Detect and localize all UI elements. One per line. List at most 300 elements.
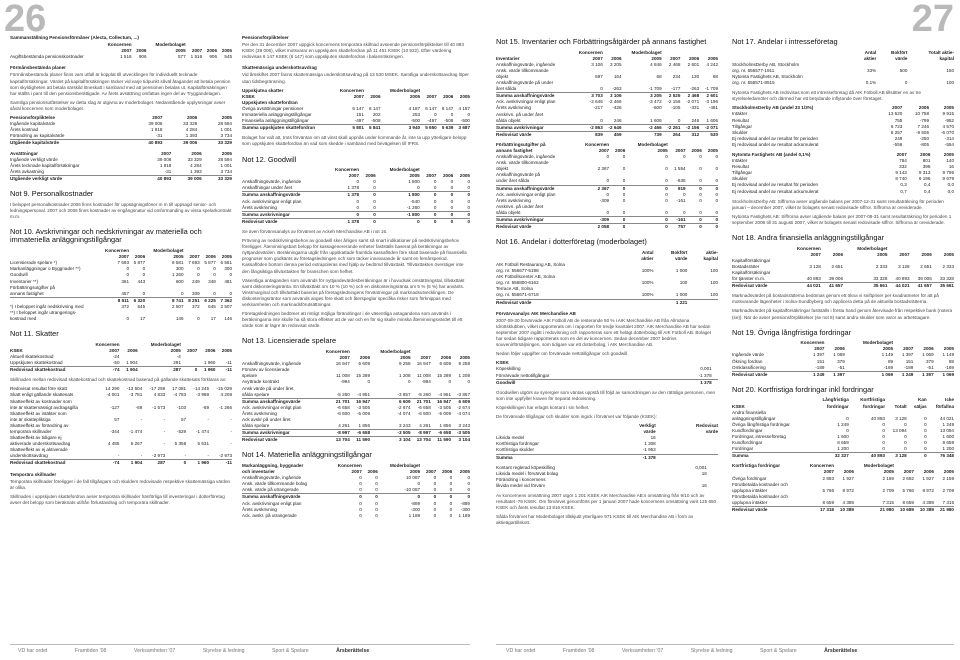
paragraph: Per den 31 december 2007 uppgick koncernens temporära skillnad avseende pensionsförpliktelser till 40 893 KSEK (39 006), vilket motsvarar en uppskjuten skattefordran på 11 451 KSEK (10 922). Efter värdering redovisas 6 147 KSEK (6 147) som uppskjuten skattefordran i balansräkningen. — [242, 42, 464, 60]
row-label: sålda spelare — [242, 423, 270, 429]
row-label: Årets avskrivning — [242, 204, 277, 210]
footer-link-active[interactable]: Årsberättelse — [336, 648, 370, 654]
table-cell: 2005 — [651, 55, 662, 61]
table-cell: 545 — [224, 54, 232, 60]
table-cell: 0 — [622, 154, 626, 160]
table-cell: Antal — [641, 249, 654, 255]
table-cell: 130 — [691, 73, 700, 79]
row-label: Skatteeffekt av intäkter som — [10, 410, 67, 416]
table-cell: -189 — [904, 364, 914, 370]
row-label: Anskaffningsvärde, ingående — [496, 61, 556, 67]
row-label: Summa avskrivningar — [496, 217, 575, 224]
table-cell: 919 — [668, 185, 686, 192]
table-cell: 0 — [420, 218, 437, 225]
row-label: Skulder — [732, 129, 748, 135]
table-cell: 2006 — [611, 55, 622, 61]
table-cell: - — [140, 416, 143, 422]
table-cell: -31 — [164, 168, 172, 174]
table-cell: 33% — [867, 67, 877, 73]
table-cell: -8 997 — [411, 430, 431, 437]
financial-table — [10, 342, 232, 373]
table-row — [242, 218, 470, 225]
row-label: upplupna intäkter — [732, 499, 768, 505]
row-label: Redovisat värde — [496, 299, 623, 306]
table-cell: -1 800 — [376, 211, 420, 218]
table-cell: aktie- — [705, 249, 718, 255]
table-cell: 6 609 — [370, 398, 411, 405]
table-cell: 40 893 — [895, 276, 910, 282]
row-label: Redovisat värde — [242, 437, 317, 444]
table-cell: 0 — [229, 290, 232, 296]
table-cell: 15 289 — [355, 373, 371, 379]
table-cell: 1 856 — [439, 423, 452, 429]
table-cell — [181, 360, 197, 367]
table-cell: -5 009 — [437, 410, 452, 416]
table-cell: Bokfört — [891, 49, 908, 55]
row-label: Anskaffningsvärde, ingående — [242, 475, 302, 481]
table-cell: -6 658 — [417, 404, 431, 410]
footer-link[interactable]: Verksamheten '07 — [621, 648, 664, 654]
table-cell: -314 — [944, 135, 954, 141]
table-cell: -309 — [575, 217, 609, 224]
row-label: Resultat — [732, 117, 749, 123]
table-cell: -31 — [155, 133, 163, 139]
row-label: Skatteeffekt av förändring av — [10, 422, 69, 428]
table-cell: 2006 — [367, 469, 378, 475]
table-cell: 0 — [142, 266, 146, 272]
table-cell: 459 — [603, 131, 622, 138]
row-label: **) I beloppet ingår utrangerings- — [10, 309, 77, 315]
table-cell: 784 — [899, 158, 907, 164]
row-label: Årets avkastning — [10, 168, 44, 174]
table-cell: -556 — [893, 141, 903, 147]
table-cell: 4 485 — [107, 441, 120, 447]
row-label: Ej redovisad andel av resultat för perioden — [732, 135, 819, 141]
row-label: Kontant reglerad köpeskilling — [496, 464, 555, 470]
table-cell: 2005 — [657, 148, 668, 153]
footer-link[interactable]: Sport & Spelare — [271, 648, 309, 654]
table-cell: 0 — [375, 481, 378, 487]
row-label: Summa uppskjuten skattefordran — [242, 125, 332, 132]
row-label: Förbättringsutgifter på — [496, 141, 546, 147]
table-cell: 1 927 — [842, 475, 854, 481]
table-cell: 1 927 — [922, 475, 934, 481]
table-cell: Moderbolaget — [863, 463, 894, 469]
table-cell: 2 507 — [220, 303, 232, 309]
row-label: Kundfordringar — [732, 427, 763, 433]
table-cell: kapital — [939, 55, 954, 61]
table-cell: 2007 — [109, 347, 120, 353]
table-cell: 0 — [448, 379, 452, 385]
table-cell: 3 128 — [898, 263, 910, 269]
note-heading: Not 15. Inventarier och Förbättringsåtgärder på annans fastighet — [496, 37, 707, 46]
table-cell: -2 071 — [686, 99, 700, 105]
table-cell — [656, 447, 718, 454]
table-cell: 0 — [375, 475, 378, 481]
table-cell: 0 — [846, 415, 849, 421]
table-cell: -9 505 — [915, 129, 930, 135]
table-cell: -540 — [410, 198, 420, 204]
table-cell: Moderbolaget — [150, 341, 181, 347]
table-cell: -529 — [176, 428, 187, 434]
table-cell: -74 — [85, 367, 120, 374]
table-cell: Koncernen — [810, 463, 834, 469]
table-cell: 0 — [359, 506, 362, 512]
row-label: Licensierade spelare *) — [10, 260, 57, 266]
table-cell: Moderbolaget — [857, 245, 888, 251]
table-cell: 739 — [622, 131, 662, 138]
table-cell: 0 — [715, 197, 718, 203]
table-cell: 2006 — [442, 173, 454, 179]
table-cell: 2006 — [918, 105, 930, 111]
table-cell: 5 358 — [174, 441, 187, 447]
row-label: Ökning fordran — [732, 358, 763, 364]
table-cell: 398 — [922, 164, 931, 170]
table-cell: 100 — [946, 80, 954, 86]
table-cell: 2 601 — [699, 93, 718, 100]
row-label: Anskaffningsvärde, ingående — [242, 179, 302, 185]
table-cell: -3 988 — [196, 392, 210, 398]
table-cell: -497 — [354, 118, 364, 124]
paragraph: Goodwillen utgörs av synergier som väntas uppstå till följd av samordningen av den rättsliga personen, men som inte uppfyller kraven för separat redovisning. — [496, 389, 716, 401]
table-cell: 2006 — [832, 251, 844, 257]
financial-table — [10, 248, 232, 322]
footer-link[interactable]: Framtiden '08 — [74, 648, 107, 654]
table-cell: -3 505 — [437, 404, 452, 410]
table-cell: 2006 — [206, 48, 218, 54]
table-cell: 0,1% — [865, 80, 877, 86]
financial-table — [242, 463, 470, 519]
table-cell: 7 315 — [942, 499, 954, 505]
footer-link[interactable]: VD har ordet — [506, 648, 536, 654]
table-cell: 481 — [224, 278, 232, 284]
table-cell: 8 511 — [98, 297, 129, 304]
table-cell: 17 081 — [172, 386, 187, 392]
table-cell: 1 918 — [150, 127, 163, 133]
table-cell: 443 — [137, 278, 146, 284]
table-cell: -994 — [340, 379, 350, 385]
table-cell: 2005 — [883, 469, 894, 475]
row-label: Förvärv av licensierade — [242, 367, 290, 373]
table-cell: 1 189 — [408, 512, 421, 518]
row-label: StockholmsDerby AB, Stockholm — [732, 61, 800, 67]
table-cell: 287 — [142, 460, 165, 467]
table-cell: 76 348 — [927, 453, 954, 460]
table-cell: 2007 — [903, 346, 914, 352]
table-cell: 1 397 — [824, 371, 844, 378]
table-cell: - — [207, 453, 210, 459]
table-cell: -6 600 — [336, 410, 350, 416]
table-cell: -105 — [671, 105, 681, 111]
footer-link[interactable]: Sport & Spelare — [759, 648, 797, 654]
table-cell: 1 904 — [126, 360, 138, 366]
table-cell: 2007 — [810, 251, 821, 257]
table-cell: -6 070 — [940, 129, 954, 135]
table-cell: 0 — [433, 475, 437, 481]
table-cell: 44 021 — [887, 283, 909, 290]
table-cell: 0 — [420, 211, 437, 218]
table-cell: 1 200 — [942, 446, 954, 452]
table-cell: aktier — [863, 55, 877, 61]
table-cell: -508 — [444, 118, 454, 124]
row-label: Utgående verkligt värde — [10, 175, 141, 182]
row-label: Ack. avskrivningar enligt plan — [242, 198, 302, 204]
table-row — [242, 205, 470, 212]
row-label: Redovisat värde — [496, 224, 575, 231]
table-cell: 0 — [622, 209, 626, 215]
table-cell: 0 — [625, 185, 667, 192]
table-cell: 2007 — [896, 152, 907, 157]
table-cell: 13 094 — [939, 427, 954, 433]
table-cell: 2006 — [205, 347, 216, 353]
table-cell: -300 — [410, 506, 421, 512]
table-cell — [687, 299, 718, 306]
row-label: Övriga fordringar — [732, 475, 767, 481]
table-cell: 0 — [373, 179, 376, 185]
table-cell: -11 — [215, 367, 232, 374]
table-cell: 757 — [668, 224, 686, 231]
table-cell: 2005 — [221, 254, 232, 260]
table-cell: 2007 — [892, 105, 903, 111]
table-cell: Koncernen — [95, 341, 120, 347]
table-cell: 100% — [641, 292, 654, 298]
row-label: Uppskjutna skatter — [242, 87, 284, 93]
row-label: Ingående verkligt värde — [10, 156, 58, 162]
paragraph: Samtliga pensionsutfästelser av detta slag är utgivna av moderbolaget. Nedanstående upplysningar avser såväl koncernen som moderbolaget. — [10, 99, 226, 111]
table-cell: 2 692 — [902, 475, 914, 481]
table-cell: 1 069 — [833, 352, 845, 358]
table-cell: 1 856 — [358, 423, 371, 429]
table-cell: 2006 — [691, 148, 702, 153]
table-cell: 1 397 — [913, 371, 933, 378]
table-cell: 7 315 — [882, 499, 894, 505]
financial-table — [496, 250, 718, 306]
table-cell: -127 — [110, 404, 120, 410]
row-label: Redovisat värde — [496, 131, 570, 138]
row-label: Kundfordringar — [732, 440, 763, 446]
table-cell: 39 006 — [828, 276, 844, 282]
table-cell: Koncernen — [800, 340, 825, 346]
table-cell: -161 — [668, 217, 686, 224]
table-cell: 39 006 — [162, 140, 197, 147]
table-cell: 0 — [213, 266, 216, 272]
table-cell: 1 554 — [674, 166, 686, 172]
table-cell: -3 857 — [397, 391, 411, 397]
table-cell: 0 — [686, 185, 702, 192]
table-cell: 0 — [907, 453, 927, 460]
table-row — [496, 210, 718, 217]
table-cell: 2007 — [598, 148, 610, 153]
table-row — [732, 453, 954, 460]
table-cell: -1 573 — [152, 404, 166, 410]
table-cell: 309 — [192, 290, 200, 296]
row-label: Summa anskaffningsvärde — [242, 494, 328, 501]
table-cell: 577 — [178, 54, 186, 60]
table-cell: -889 — [460, 500, 470, 506]
table-cell: 2005 — [459, 355, 470, 361]
table-cell: 100 — [710, 268, 718, 274]
table-cell: 0 — [142, 272, 146, 278]
table-cell: Koncernen — [578, 49, 603, 55]
table-cell: 4 187 — [458, 105, 470, 111]
table-cell: 0 — [433, 198, 437, 204]
table-cell: 1 221 — [653, 299, 687, 306]
table-cell: 4 284 — [190, 162, 202, 168]
table-cell: 2005 — [173, 254, 184, 260]
row-label: Anskaffningsvärde, ingående — [496, 154, 556, 160]
table-cell: -2 646 — [603, 124, 622, 131]
table-cell: 2006 — [688, 55, 700, 61]
table-cell: 40 893 — [870, 415, 885, 421]
table-cell: 457 — [121, 290, 129, 296]
table-cell: 6 581 — [172, 260, 184, 266]
table-cell: 44 021 — [939, 415, 954, 421]
table-cell: - — [184, 453, 187, 459]
table-cell: 0 — [436, 218, 453, 225]
table-cell: 0 — [450, 198, 454, 204]
table-cell: 0,4 — [924, 182, 931, 188]
table-cell: 1 001 — [220, 162, 232, 168]
table-cell: 0 — [683, 154, 686, 160]
footer-link[interactable]: Styrelse & ledning — [202, 648, 245, 654]
table-cell: 1 208 — [399, 373, 411, 379]
table-cell: 332 — [899, 164, 907, 170]
footer-link[interactable]: Verksamheten '07 — [133, 648, 176, 654]
table-cell — [712, 379, 718, 386]
table-cell: 0 — [622, 197, 626, 203]
table-cell: 3 205 — [610, 61, 622, 67]
table-row — [10, 175, 232, 182]
table-cell: 0 — [622, 166, 626, 172]
table-cell: 0 — [924, 415, 927, 421]
table-cell: 21 980 — [854, 507, 894, 514]
row-label: *) I beloppet ingår nedskrivning med — [10, 303, 84, 309]
table-cell: 0 — [665, 166, 668, 172]
table-cell: 0 — [467, 475, 470, 481]
table-cell: 10 758 — [914, 111, 930, 117]
table-row — [732, 142, 954, 148]
table-cell: 2005 — [400, 355, 411, 361]
note-heading: Not 17. Andelar i intresseföretag — [732, 37, 838, 46]
table-row — [496, 86, 718, 93]
row-label: Ansk. värde tillkommande — [496, 67, 549, 73]
table-cell: 0 — [181, 367, 197, 374]
table-cell: 8 741 — [145, 297, 183, 304]
table-cell: -2 646 — [589, 99, 603, 105]
table-cell: Moderbolaget — [153, 248, 184, 254]
table-cell: 0 — [924, 421, 927, 427]
table-cell: 0 — [180, 290, 184, 296]
paragraph: De förvärvade tillgångar och skulder som ingick i förvärvet var följande (KSEK): — [496, 413, 657, 419]
table-cell: 2005 — [459, 93, 470, 99]
table-cell: 1 800 — [408, 179, 420, 185]
row-label: Resultat — [732, 164, 749, 170]
table-cell: Koncernen — [585, 141, 610, 147]
table-cell: värde — [705, 429, 718, 435]
footer-link[interactable]: Framtiden '08 — [562, 648, 595, 654]
row-label: Goodwill — [496, 379, 664, 386]
table-cell: 7 246 — [917, 123, 930, 129]
table-cell: 0 — [433, 179, 437, 185]
paragraph: I beloppet personalkostnader 2006 finns kostnader för uppsägningslöner m m till uppsagd senior- och ledningspersonal. 2007 och 2006 finns kostnader av engångsnatur vid omformanding av vissa spelarkontrakt m.m. — [10, 201, 232, 219]
table-cell: - — [163, 441, 166, 447]
table-cell: 68 — [712, 73, 718, 79]
table-cell: 2 333 — [875, 263, 888, 269]
table-cell: 44 021 — [785, 283, 821, 290]
row-label: Utgående kapitalvärde — [10, 140, 128, 147]
table-cell: 0 — [449, 506, 453, 512]
row-label: Goodwill — [10, 272, 28, 278]
table-cell: 0 — [882, 446, 885, 452]
paragraph: Marknadsvärdet på kapitalförsäkringar fastställs i första hand genom återvisade från respektive bank (notera (se)). När de avser pensionsförpliktelser (se not 8) samt andra skulder som varor av arbetstagare. — [732, 308, 953, 320]
table-cell: 2005 — [707, 55, 718, 61]
footer-link-active[interactable]: Årsberättelse — [824, 648, 858, 654]
table-cell: -1 474 — [129, 428, 143, 434]
row-label: Redovisat värde — [732, 283, 785, 290]
table-cell: 9 313 — [918, 170, 931, 176]
footer-rule-right — [496, 644, 954, 645]
table-cell: 0 — [362, 494, 378, 501]
table-cell: 21 701 — [411, 398, 431, 405]
row-label: Likvida medel — [496, 435, 525, 441]
table-row — [242, 392, 470, 399]
table-cell: 0 — [436, 494, 452, 501]
table-cell: 0 — [126, 266, 129, 272]
table-cell: 0 — [449, 475, 453, 481]
table-cell: 0 — [467, 379, 470, 385]
footer-link[interactable]: VD har ordet — [18, 648, 48, 654]
table-cell: 0 — [367, 379, 371, 385]
table-cell — [707, 483, 713, 489]
table-row — [242, 118, 470, 125]
paragraph: Marknadsvärdet på bostadsrätterna bedömas genom ett ökna vi sniftpriser per kvadratmeter för att på motsvarande lägenheter i Solna-Sundbyberg och applicera detta på de aktuella bostadsrätterna. — [732, 293, 939, 305]
row-label: KSEK — [732, 403, 745, 409]
table-cell: Moderbolaget — [155, 42, 186, 48]
table-cell: -69 — [135, 404, 143, 410]
row-label: sålda spelare — [242, 391, 270, 397]
table-cell: 0 — [375, 500, 378, 506]
note-heading: Not 20. Kortfristiga fordringar inkl fordringar — [732, 384, 874, 394]
table-cell: 164 — [613, 73, 622, 79]
table-cell: 0 — [683, 191, 686, 197]
table-cell: 3 104 — [370, 437, 411, 444]
table-row — [496, 178, 718, 185]
table-cell: 100 — [710, 292, 718, 298]
table-cell: 2006 — [127, 347, 138, 353]
row-label: Summa avskrivningar — [242, 430, 317, 437]
row-label: Inventarier — [496, 55, 520, 61]
table-cell: 0 — [375, 512, 378, 518]
footer-link[interactable]: Styrelse & ledning — [690, 648, 733, 654]
table-cell: 16 — [701, 470, 707, 476]
row-label: upplupna intäkter — [732, 487, 768, 493]
table-cell: 0 — [924, 440, 927, 446]
row-label: Ej redovisad andel av resultat ackumulerat — [732, 141, 819, 147]
table-cell: 21 980 — [934, 507, 954, 514]
row-label: Nytomta Fastighets AB, Stockholm — [732, 73, 803, 79]
paragraph: Vid årsskiftet 2007 fanns skattemässiga underskottsavdrag på 13 530 MSEK. Samtliga underskottsavdrag löper utan tidsbegränsning. — [242, 72, 469, 84]
row-label — [10, 297, 98, 304]
table-cell: 0 — [715, 166, 718, 172]
table-cell: 3 106 — [603, 93, 622, 100]
row-label: Ack avskr på under året — [242, 416, 291, 422]
table-cell: 597 — [595, 73, 603, 79]
table-cell: 2 709 — [882, 487, 894, 493]
table-cell: 0 — [699, 209, 702, 215]
table-cell: 2007 — [348, 173, 360, 179]
table-cell: 1 069 — [934, 371, 954, 378]
table-cell: 0 — [433, 512, 437, 518]
